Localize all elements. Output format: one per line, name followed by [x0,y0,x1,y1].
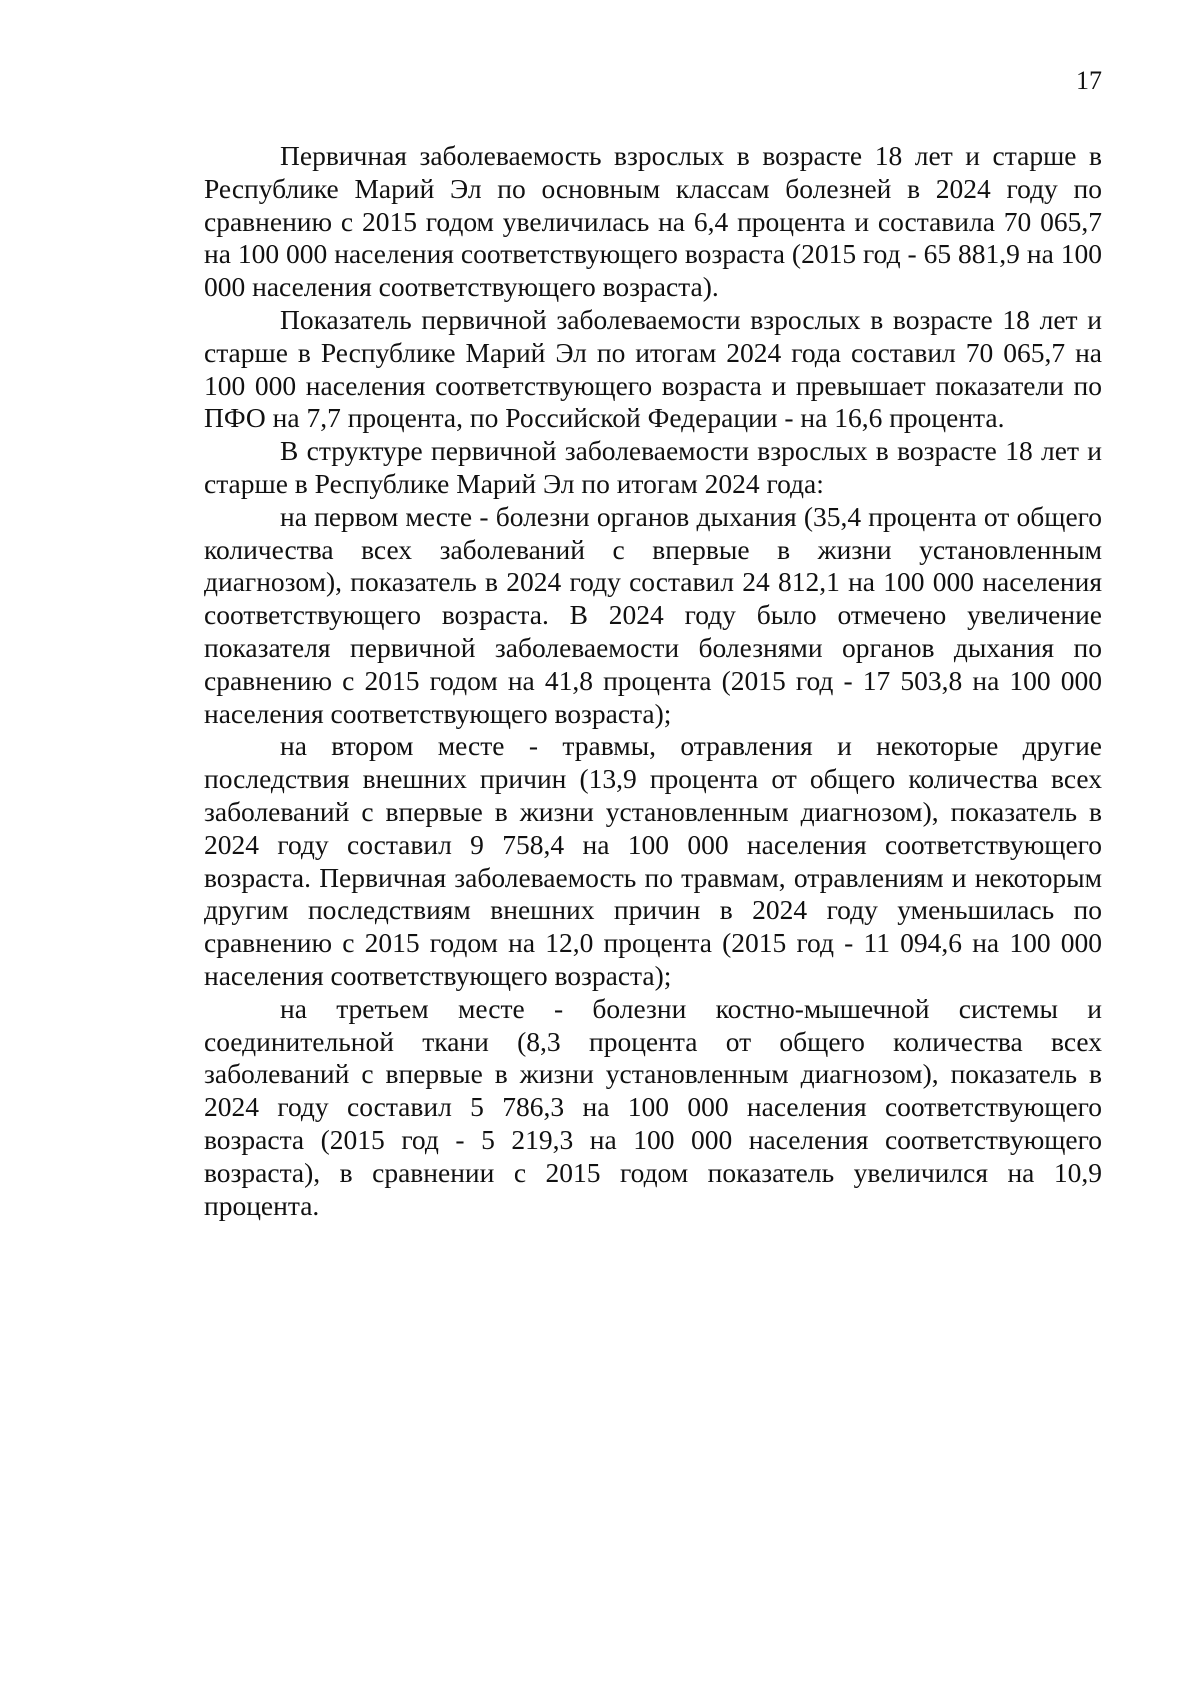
paragraph-third-place-musculoskeletal: на третьем месте - болезни костно-мышечной системы и соединительной ткани (8,3 процента от общего количества всех заболеваний с впервые в жизни установленным диагнозом), показатель в 2024 году составил 5 786,3 на 100 000 населения соответствующего возраста (2015 год - 5 219,3 на 100 000 населения соответствующего возраста), в сравнении с 2015 годом показатель увеличился на 10,9 процента. [204,992,1102,1221]
page-number: 17 [1076,66,1102,95]
paragraph-first-place-respiratory: на первом месте - болезни органов дыхания (35,4 процента от общего количества всех заболеваний с впервые в жизни установленным диагнозом), показатель в 2024 году составил 24 812,1 на 100 000 населения соответствующего возраста. В 2024 году было отмечено увеличение показателя первичной заболеваемости болезнями органов дыхания по сравнению с 2015 годом на 41,8 процента (2015 год - 17 503,8 на 100 000 населения соответствующего возраста); [204,500,1102,729]
paragraph-structure-intro: В структуре первичной заболеваемости взрослых в возрасте 18 лет и старше в Республике Марий Эл по итогам 2024 года: [204,435,1102,499]
paragraph-primary-morbidity-overview: Первичная заболеваемость взрослых в возрасте 18 лет и старше в Республике Марий Эл по основным классам болезней в 2024 году по сравнению с 2015 годом увеличилась на 6,4 процента и составила 70 065,7 на 100 000 населения соответствующего возраста (2015 год - 65 881,9 на 100 000 населения соответствующего возраста). [204,140,1102,303]
paragraph-second-place-injuries: на втором месте - травмы, отравления и некоторые другие последствия внешних причин (13,9 процента от общего количества всех заболеваний с впервые в жизни установленным диагнозом), показатель в 2024 году составил 9 758,4 на 100 000 населения соответствующего возраста. Первичная заболеваемость по травмам, отравлениям и некоторым другим последствиям внешних причин в 2024 году уменьшилась по сравнению с 2015 годом на 12,0 процента (2015 год - 11 094,6 на 100 000 населения соответствующего возраста); [204,730,1102,991]
paragraph-morbidity-indicator-comparison: Показатель первичной заболеваемости взрослых в возрасте 18 лет и старше в Республике Марий Эл по итогам 2024 года составил 70 065,7 на 100 000 населения соответствующего возраста и превышает показатели по ПФО на 7,7 процента, по Российской Федерации - на 16,6 процента. [204,303,1102,434]
document-body [204,140,1102,1222]
